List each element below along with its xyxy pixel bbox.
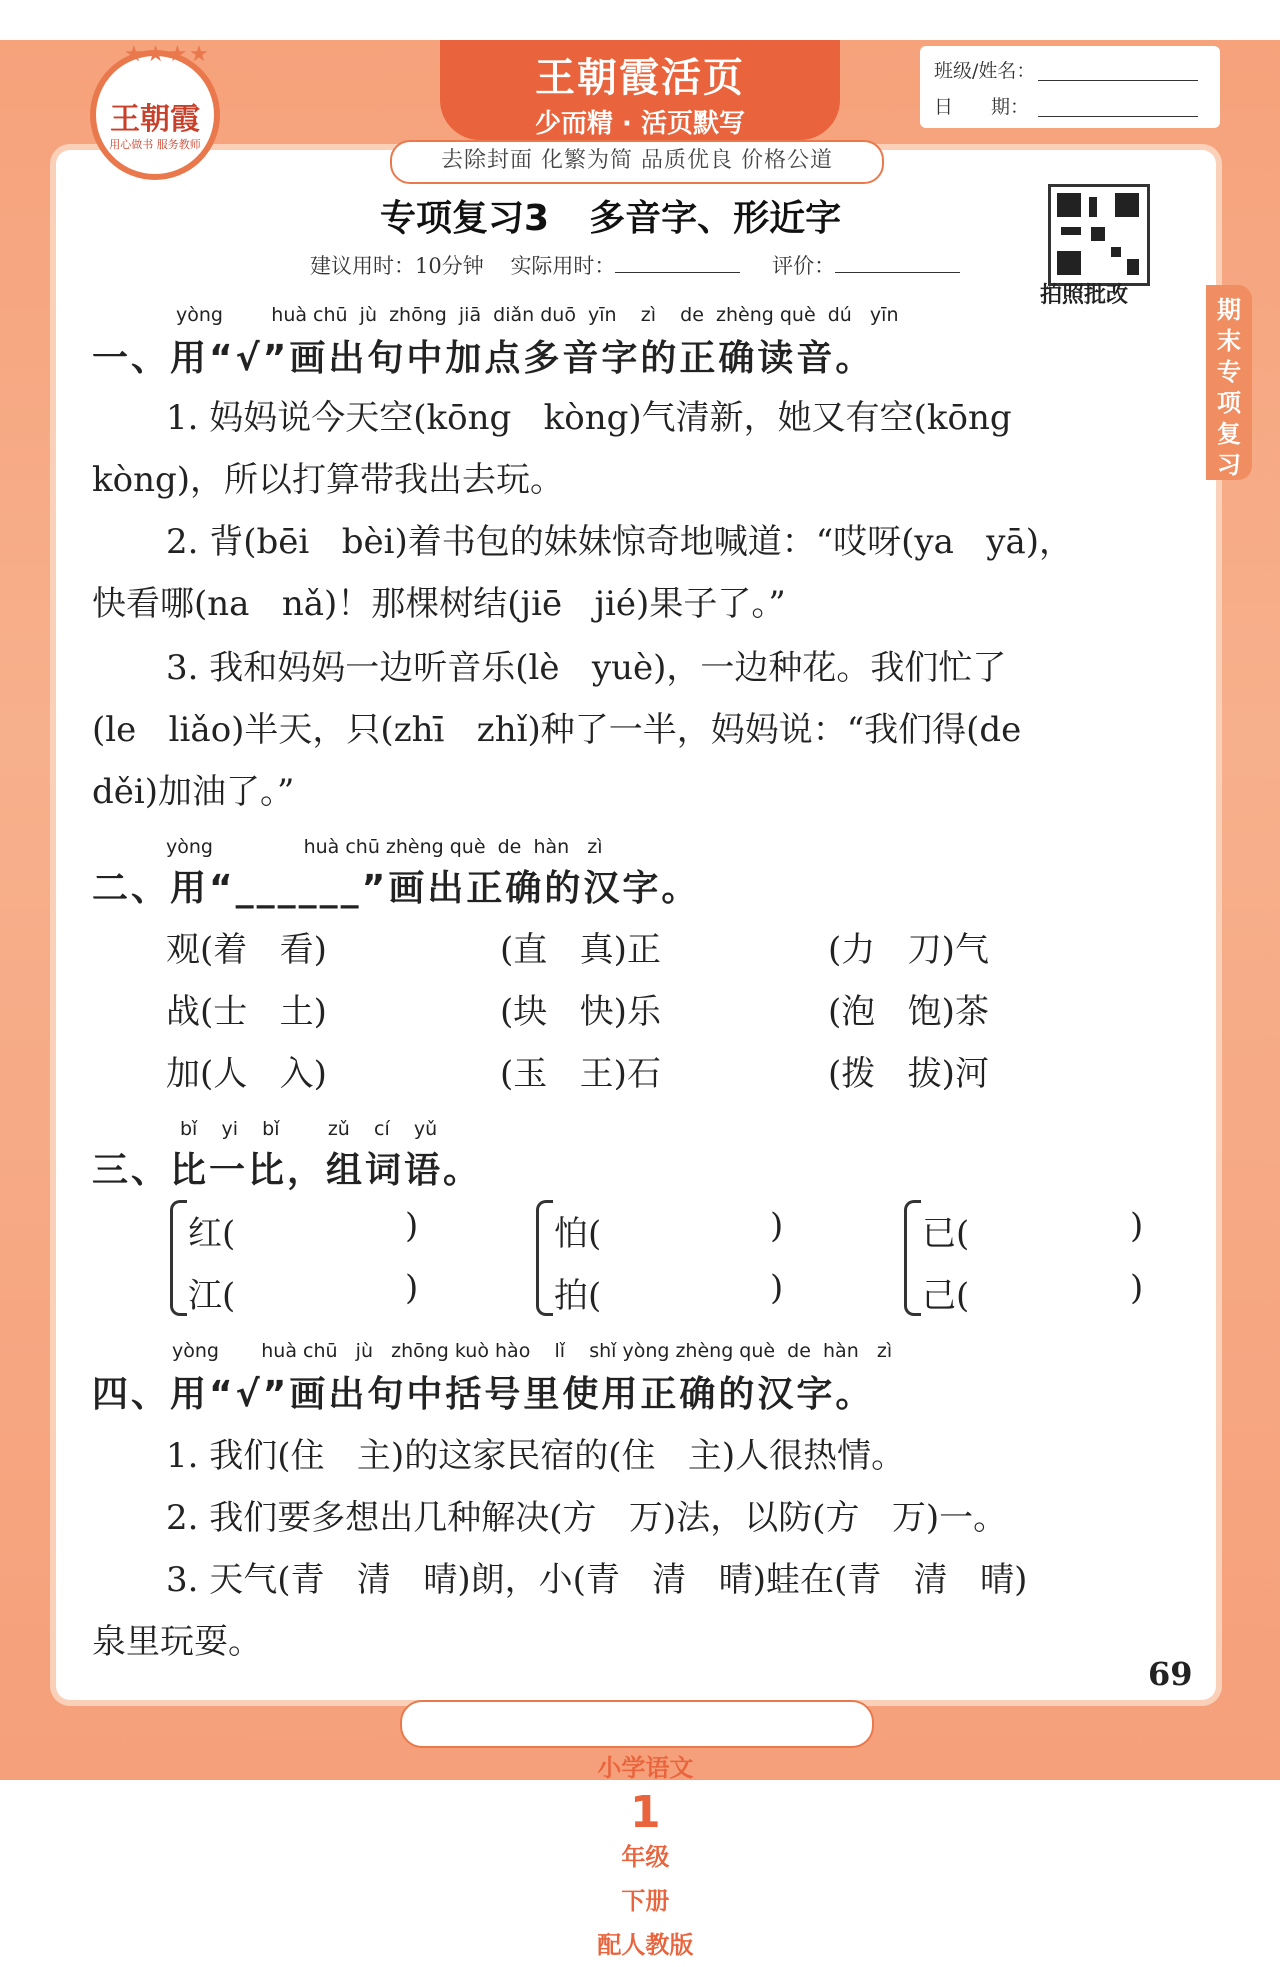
s4-pinyin: yòng huà chū jù zhōng kuò hào lǐ shǐ yòng zhèng què de hàn zì bbox=[172, 1340, 893, 1362]
s3-close-2b: ) bbox=[770, 1268, 784, 1308]
actual-time-field[interactable] bbox=[615, 272, 740, 273]
s3-heading: 三、比一比，组词语。 bbox=[92, 1150, 483, 1191]
side-tab: 期 末 专 项 复 习 bbox=[1206, 285, 1252, 480]
s3-brace-1 bbox=[170, 1200, 187, 1316]
student-info-box bbox=[920, 46, 1220, 128]
s3-close-1b: ) bbox=[405, 1268, 419, 1308]
s2-r2c1[interactable]: 战(士 土) bbox=[166, 992, 327, 1032]
date-field[interactable] bbox=[1038, 116, 1198, 117]
s2-r2c2[interactable]: (块 快)乐 bbox=[500, 992, 661, 1032]
s3-word-3a[interactable]: 已( bbox=[922, 1214, 970, 1254]
s3-close-3b: ) bbox=[1130, 1268, 1144, 1308]
s4-q2[interactable]: 2. 我们要多想出几种解决(方 万)法，以防(方 万)一。 bbox=[166, 1498, 1008, 1538]
s3-word-2a[interactable]: 怕( bbox=[554, 1214, 602, 1254]
s4-q3-line1[interactable]: 3. 天气(青 清 晴)朗，小(青 清 晴)蛙在(青 清 晴) bbox=[166, 1560, 1028, 1600]
publisher-logo bbox=[90, 42, 220, 180]
s2-r3c1[interactable]: 加(人 入) bbox=[166, 1054, 327, 1094]
s1-pinyin: yòng huà chū jù zhōng jiā diǎn duō yīn zì de zhèng què dú yīn bbox=[176, 304, 899, 326]
s1-q3-line1[interactable]: 3. 我和妈妈一边听音乐(lè yuè)，一边种花。我们忙了 bbox=[166, 648, 1007, 688]
s3-brace-3 bbox=[904, 1200, 921, 1316]
suggested-time: 建议用时：10分钟 bbox=[310, 254, 484, 278]
s1-q3-line2[interactable]: (le liǎo)半天，只(zhī zhǐ)种了一半，妈妈说：“我们得(de bbox=[92, 710, 1022, 750]
footer-grade-num: 1 bbox=[630, 1787, 661, 1838]
s2-r1c2[interactable]: (直 真)正 bbox=[500, 930, 661, 970]
series-banner bbox=[440, 40, 840, 140]
s3-close-3a: ) bbox=[1130, 1206, 1144, 1246]
title-main: 专项复习3 bbox=[380, 198, 550, 239]
s4-heading: 四、用“√”画出句中括号里使用正确的汉字。 bbox=[92, 1374, 875, 1415]
s3-word-1b[interactable]: 江( bbox=[188, 1276, 236, 1316]
footer-badge bbox=[400, 1700, 874, 1959]
s3-word-3b[interactable]: 己( bbox=[922, 1276, 970, 1316]
s4-q1[interactable]: 1. 我们(住 主)的这家民宿的(住 主)人很热情。 bbox=[166, 1436, 906, 1476]
s3-word-2b[interactable]: 拍( bbox=[554, 1276, 602, 1316]
s3-brace-2 bbox=[536, 1200, 553, 1316]
tagline: 去除封面 化繁为简 品质优良 价格公道 bbox=[390, 140, 884, 184]
s3-pinyin: bǐ yi bǐ zǔ cí yǔ bbox=[180, 1118, 438, 1140]
page-title bbox=[380, 190, 841, 241]
footer-grade: 年级 bbox=[621, 1843, 670, 1871]
s2-r1c3[interactable]: (力 刀)气 bbox=[828, 930, 989, 970]
class-name-field[interactable] bbox=[1038, 80, 1198, 81]
evaluation-field[interactable] bbox=[835, 272, 960, 273]
qr-label: 拍照批改 bbox=[1040, 283, 1129, 308]
class-name-label: 班级/姓名： bbox=[934, 60, 1036, 82]
title-sub: 多音字、形近字 bbox=[589, 198, 842, 239]
s2-r3c2[interactable]: (玉 王)石 bbox=[500, 1054, 661, 1094]
s1-heading: 一、用“√”画出句中加点多音字的正确读音。 bbox=[92, 338, 875, 379]
s3-close-1a: ) bbox=[405, 1206, 419, 1246]
s4-q3-line2[interactable]: 泉里玩耍。 bbox=[92, 1622, 262, 1662]
footer-subject: 小学语文 bbox=[597, 1754, 694, 1782]
s2-r1c1[interactable]: 观(着 看) bbox=[166, 930, 327, 970]
s2-heading: 二、用“______”画出正确的汉字。 bbox=[92, 868, 701, 909]
footer-volume: 下册 bbox=[621, 1887, 670, 1915]
footer-edition: 配人教版 bbox=[597, 1931, 694, 1959]
s1-q1-line1[interactable]: 1. 妈妈说今天空(kōng kòng)气清新，她又有空(kōng bbox=[166, 398, 1012, 438]
s2-pinyin: yòng huà chū zhèng què de hàn zì bbox=[166, 836, 603, 858]
s1-q1-line2[interactable]: kòng)，所以打算带我出去玩。 bbox=[92, 460, 564, 500]
s1-q2-line2[interactable]: 快看哪(na nǎ)！那棵树结(jiē jié)果子了。” bbox=[92, 584, 786, 624]
timing-row bbox=[310, 250, 985, 280]
crown-icon: ★★★★ bbox=[124, 42, 211, 67]
s1-q2-line1[interactable]: 2. 背(bēi bèi)着书包的妹妹惊奇地喊道：“哎呀(ya yā)， bbox=[166, 522, 1074, 562]
s3-word-1a[interactable]: 红( bbox=[188, 1214, 236, 1254]
s2-r2c3[interactable]: (泡 饱)茶 bbox=[828, 992, 989, 1032]
logo-slogan: 用心做书 服务教师 bbox=[109, 138, 201, 151]
page-number: 69 bbox=[1148, 1655, 1193, 1693]
s1-q3-line3[interactable]: děi)加油了。” bbox=[92, 772, 295, 812]
date-label: 日 期： bbox=[934, 96, 1030, 118]
s3-close-2a: ) bbox=[770, 1206, 784, 1246]
banner-title: 王朝霞活页 bbox=[535, 54, 745, 101]
qr-code-icon[interactable] bbox=[1048, 184, 1150, 286]
actual-time-label: 实际用时： bbox=[510, 254, 616, 278]
s2-r3c3[interactable]: (拨 拔)河 bbox=[828, 1054, 989, 1094]
logo-name: 王朝霞 bbox=[110, 102, 200, 137]
evaluation-label: 评价： bbox=[772, 254, 836, 278]
banner-subtitle: 少而精 · 活页默写 bbox=[535, 109, 745, 139]
